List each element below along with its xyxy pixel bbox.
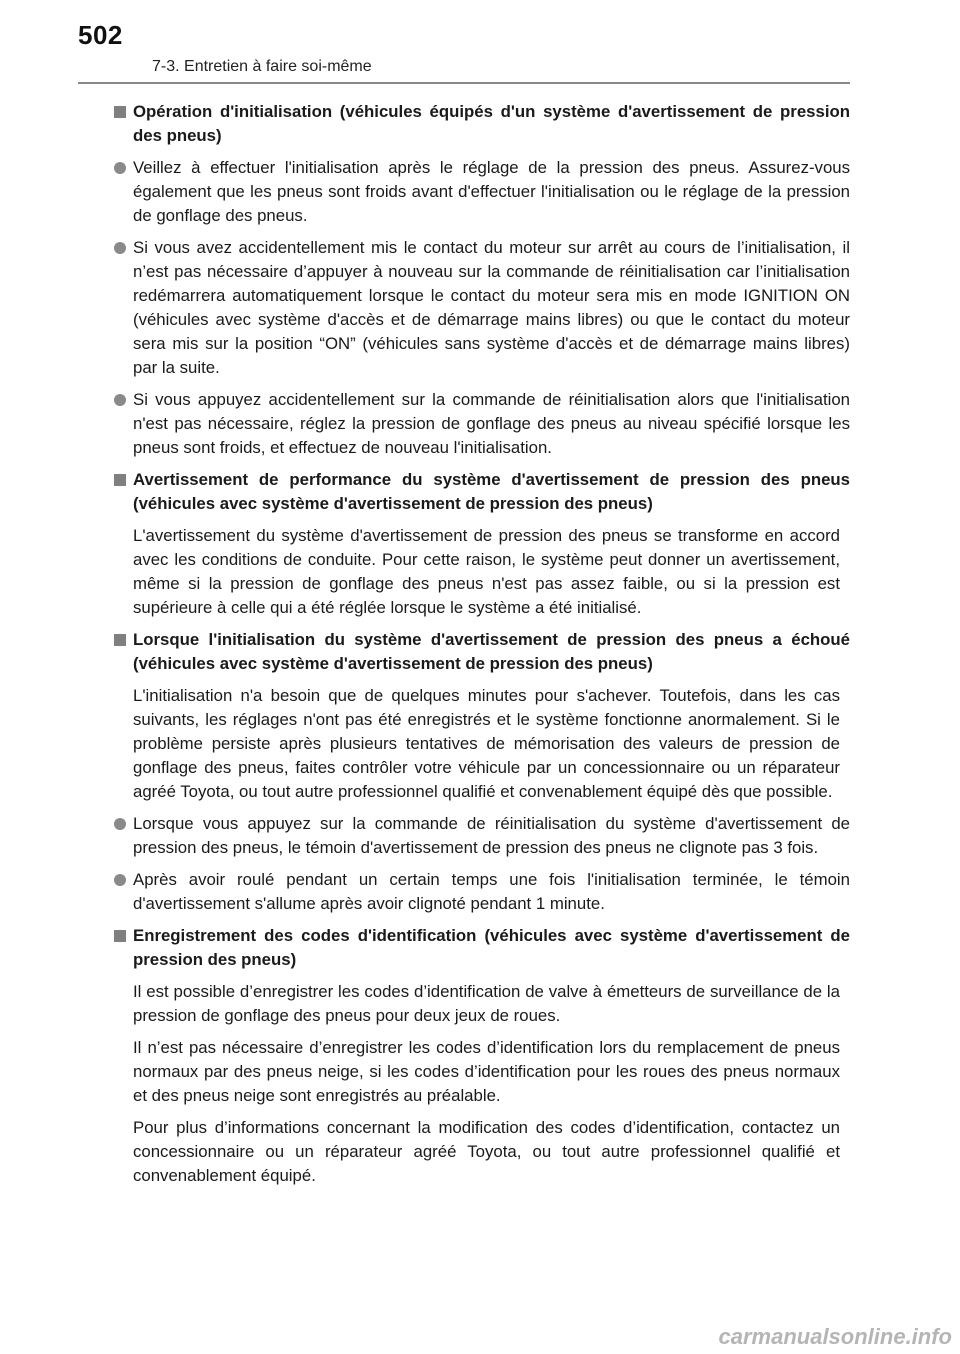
header-divider (78, 82, 850, 84)
bullet-text: Veillez à effectuer l'initialisation après le réglage de la pression des pneus. Assurez-vous également que les pneus sont froids avant d'effectuer l'initialisation ou le réglage de la pression de gonflage des pneus. (133, 158, 850, 225)
round-bullet-icon (114, 162, 126, 174)
paragraph: L'avertissement du système d'avertissement de pression des pneus se transforme en accord avec les conditions de conduite. Pour cette raison, le système peut donner un avertissement, même si la pression de gonflage des pneus n'est pas assez faible, ou si la pression est supérieure à celle qui a été réglée lorsque le système a été initialisé. (133, 526, 840, 617)
round-bullet-icon (114, 818, 126, 830)
bullet-text: Si vous avez accidentellement mis le contact du moteur sur arrêt au cours de l’initialisation, il n’est pas nécessaire d’appuyer à nouveau sur la commande de réinitialisation car l’initialisation redémarrera automatiquement lorsque le contact du moteur sera mis en mode IGNITION ON (véhicules avec système d'accès et de démarrage mains libres) ou que le contact du moteur sera mis sur la position “ON” (véhicules sans système d'accès et de démarrage mains libres) par la suite. (133, 238, 850, 377)
bullet-item (112, 388, 850, 460)
round-bullet-icon (114, 874, 126, 886)
square-bullet-icon (114, 634, 126, 646)
section-heading (112, 468, 850, 516)
bullet-text: Après avoir roulé pendant un certain temps une fois l'initialisation terminée, le témoin d'avertissement s'allume après avoir clignoté pendant 1 minute. (133, 870, 850, 913)
bullet-item (112, 868, 850, 916)
heading-text: Enregistrement des codes d'identification (véhicules avec système d'avertissement de pression des pneus) (133, 926, 850, 969)
heading-text: Opération d'initialisation (véhicules équipés d'un système d'avertissement de pression des pneus) (133, 102, 850, 145)
watermark: carmanualsonline.info (718, 1324, 952, 1349)
bullet-item (112, 812, 850, 860)
paragraph: Il est possible d’enregistrer les codes d’identification de valve à émetteurs de surveillance de la pression de gonflage des pneus pour deux jeux de roues. (133, 982, 840, 1025)
section-heading (112, 924, 850, 972)
bullet-item (112, 156, 850, 228)
bullet-item (112, 236, 850, 380)
section-heading (112, 628, 850, 676)
paragraph: Il n’est pas nécessaire d’enregistrer les codes d’identification lors du remplacement de pneus normaux par des pneus neige, si les codes d’identification pour les roues des pneus normaux et des pneus neige sont enregistrés au préalable. (133, 1038, 840, 1105)
page-body (112, 100, 850, 1196)
paragraph: L'initialisation n'a besoin que de quelques minutes pour s'achever. Toutefois, dans les cas suivants, les réglages n'ont pas été enregistrés et le système fonctionne anormalement. Si le problème persiste après plusieurs tentatives de mémorisation des valeurs de pression de gonflage des pneus, faites contrôler votre véhicule par un concessionnaire ou un réparateur agréé Toyota, ou tout autre professionnel qualifié et convenablement équipé dès que possible. (133, 686, 840, 801)
bullet-text: Lorsque vous appuyez sur la commande de réinitialisation du système d'avertissement de pression des pneus, le témoin d'avertissement de pression des pneus ne clignote pas 3 fois. (133, 814, 850, 857)
heading-text: Avertissement de performance du système d'avertissement de pression des pneus (véhicules avec système d'avertissement de pression des pneus) (133, 470, 850, 513)
bullet-text: Si vous appuyez accidentellement sur la commande de réinitialisation alors que l'initialisation n'est pas nécessaire, réglez la pression de gonflage des pneus au niveau spécifié lorsque les pneus sont froids, et effectuez de nouveau l'initialisation. (133, 390, 850, 457)
square-bullet-icon (114, 930, 126, 942)
section-heading (112, 100, 850, 148)
page-number: 502 (78, 20, 123, 50)
section-title: 7-3. Entretien à faire soi-même (152, 58, 372, 75)
square-bullet-icon (114, 106, 126, 118)
square-bullet-icon (114, 474, 126, 486)
page-header (0, 0, 960, 90)
heading-text: Lorsque l'initialisation du système d'avertissement de pression des pneus a échoué (véhicules avec système d'avertissement de pression des pneus) (133, 630, 850, 673)
round-bullet-icon (114, 394, 126, 406)
round-bullet-icon (114, 242, 126, 254)
paragraph: Pour plus d’informations concernant la modification des codes d’identification, contactez un concessionnaire ou un réparateur agréé Toyota, ou tout autre professionnel qualifié et convenablement équipé. (133, 1118, 840, 1185)
